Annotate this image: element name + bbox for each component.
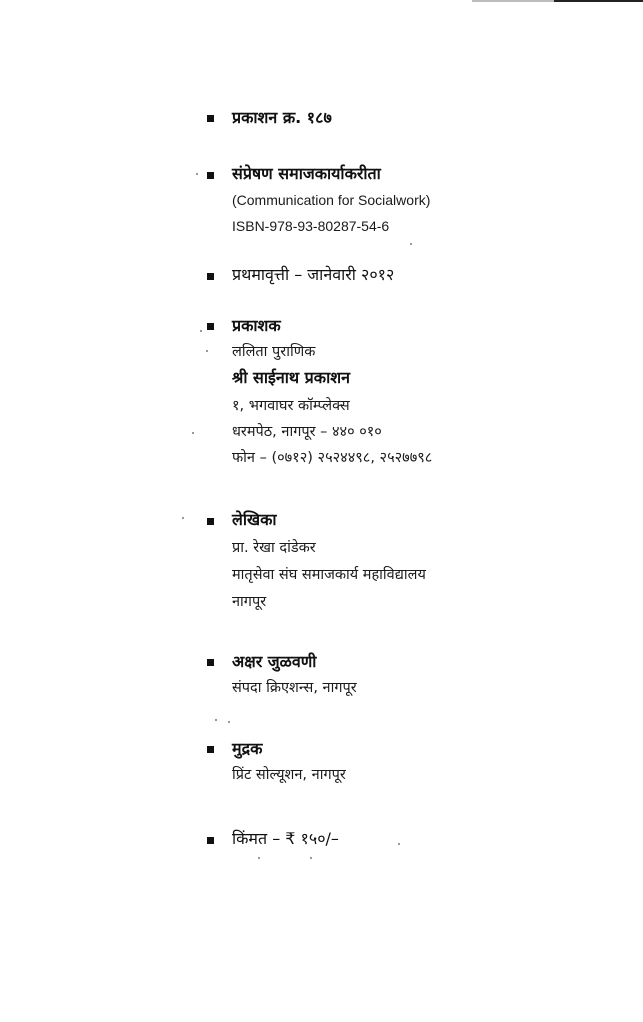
scan-speck xyxy=(200,330,202,332)
author-city: नागपूर xyxy=(232,594,267,610)
square-bullet-icon xyxy=(207,115,214,122)
printer-value: प्रिंट सोल्यूशन, नागपूर xyxy=(232,767,346,783)
square-bullet-icon xyxy=(207,172,214,179)
publisher-phone: फोन – (०७१२) २५२४४९८, २५२७७९८ xyxy=(232,450,433,466)
book-title-english: (Communication for Socialwork) xyxy=(232,192,431,208)
scan-speck xyxy=(310,857,312,859)
edition-label: प्रथमावृत्ती – जानेवारी २०१२ xyxy=(232,265,395,284)
square-bullet-icon xyxy=(207,273,214,280)
scan-speck xyxy=(258,857,260,859)
publisher-address-line2: धरमपेठ, नागपूर – ४४० ०१० xyxy=(232,424,382,440)
square-bullet-icon xyxy=(207,659,214,666)
square-bullet-icon xyxy=(207,323,214,330)
publisher-house: श्री साईनाथ प्रकाशन xyxy=(232,368,350,387)
typesetting-heading: अक्षर जुळवणी xyxy=(232,652,317,671)
square-bullet-icon xyxy=(207,518,214,525)
scan-speck xyxy=(398,843,400,845)
publication-number: प्रकाशन क्र. १८७ xyxy=(232,108,332,127)
scan-speck xyxy=(196,173,198,175)
isbn: ISBN-978-93-80287-54-6 xyxy=(232,218,390,234)
scan-speck xyxy=(182,517,184,519)
square-bullet-icon xyxy=(207,837,214,844)
price-label: किंमत – ₹ १५०/– xyxy=(232,829,339,848)
square-bullet-icon xyxy=(207,746,214,753)
scan-speck xyxy=(215,719,217,721)
author-institution: मातृसेवा संघ समाजकार्य महाविद्यालय xyxy=(232,567,426,583)
scan-speck xyxy=(410,243,412,245)
publisher-heading: प्रकाशक xyxy=(232,316,281,335)
book-title-marathi: संप्रेषण समाजकार्याकरीता xyxy=(232,164,381,183)
scan-speck xyxy=(206,350,208,352)
scan-speck xyxy=(192,432,194,434)
author-heading: लेखिका xyxy=(232,510,277,529)
publisher-name: ललिता पुराणिक xyxy=(232,344,316,360)
publisher-address-line1: १, भगवाघर कॉम्प्लेक्स xyxy=(232,398,350,414)
typesetting-value: संपदा क्रिएशन्स, नागपूर xyxy=(232,680,357,696)
printer-heading: मुद्रक xyxy=(232,739,263,758)
author-name: प्रा. रेखा दांडेकर xyxy=(232,540,316,556)
scan-speck xyxy=(228,721,230,723)
